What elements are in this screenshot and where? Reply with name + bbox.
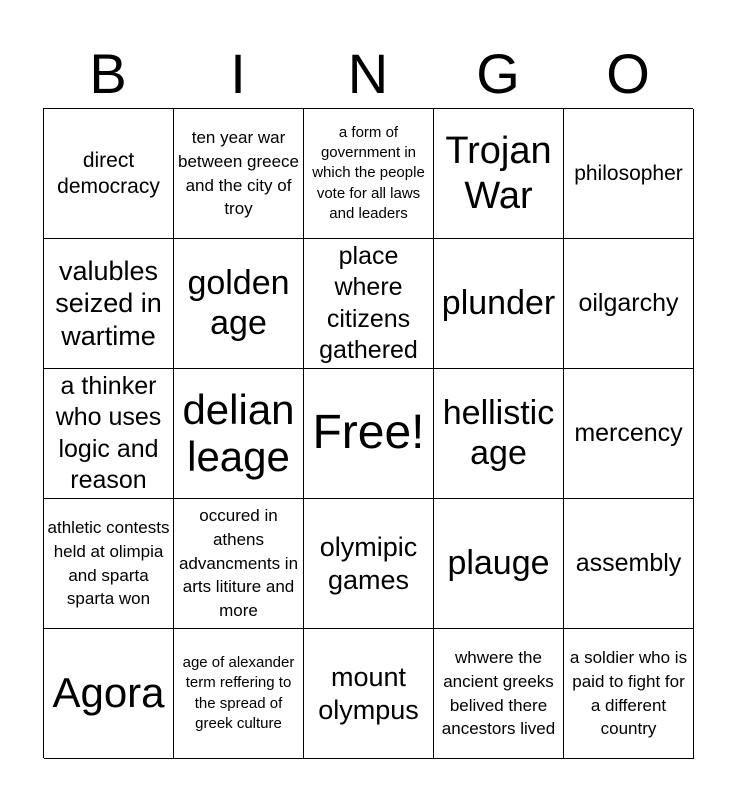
- bingo-cell-r4-c3[interactable]: [304, 499, 434, 629]
- header-letter-g: G: [476, 42, 520, 105]
- bingo-cell-r5-c5[interactable]: [564, 629, 694, 759]
- bingo-cell-r3-c3-free-space[interactable]: [304, 369, 434, 499]
- cell-text: valubles seized in wartime: [55, 255, 162, 351]
- cell-text: assembly: [575, 548, 682, 577]
- cell-text: occured in athens advancments in arts lititure and more: [178, 506, 299, 621]
- bingo-cell-r4-c2[interactable]: [174, 499, 304, 629]
- header-letter-o: O: [606, 42, 650, 105]
- cell-text: delian leage: [182, 386, 295, 480]
- bingo-cell-r2-c2[interactable]: [174, 239, 304, 369]
- cell-text: ten year war between greece and the city of troy: [178, 127, 299, 219]
- bingo-cell-r5-c4[interactable]: [434, 629, 564, 759]
- header-letter-i: I: [230, 42, 246, 105]
- cell-text: mount olympus: [318, 662, 419, 725]
- bingo-cell-r2-c4[interactable]: [434, 239, 564, 369]
- cell-text: a soldier who is paid to fight for a different country: [569, 647, 688, 739]
- bingo-cell-r1-c3[interactable]: [304, 109, 434, 239]
- free-space-text: Free!: [312, 406, 425, 460]
- header-letter-b: B: [89, 42, 127, 105]
- bingo-cell-r4-c5[interactable]: [564, 499, 694, 629]
- cell-text: oilgarchy: [578, 288, 679, 317]
- cell-text: a thinker who uses logic and reason: [55, 372, 162, 494]
- bingo-cell-r1-c4[interactable]: [434, 109, 564, 239]
- cell-text: plunder: [441, 283, 556, 322]
- cell-text: olymipic games: [319, 532, 418, 595]
- cell-text: hellistic age: [442, 394, 555, 472]
- bingo-cell-r2-c5[interactable]: [564, 239, 694, 369]
- cell-text: a form of government in which the people vote for all laws and leaders: [312, 123, 425, 222]
- cell-text: place where citizens gathered: [319, 242, 418, 364]
- bingo-cell-r1-c5[interactable]: [564, 109, 694, 239]
- header-letter-n: N: [347, 42, 389, 105]
- bingo-cell-r4-c4[interactable]: [434, 499, 564, 629]
- bingo-cell-r5-c3[interactable]: [304, 629, 434, 759]
- cell-text: athletic contests held at olimpia and sparta sparta won: [47, 517, 170, 609]
- bingo-cell-r5-c1[interactable]: [44, 629, 174, 759]
- cell-text: plauge: [447, 543, 550, 582]
- bingo-header: [43, 40, 693, 108]
- cell-text: Agora: [52, 669, 165, 717]
- cell-text: whwere the ancient greeks belived there ancestors lived: [441, 647, 556, 739]
- cell-text: golden age: [187, 264, 290, 342]
- bingo-cell-r1-c2[interactable]: [174, 109, 304, 239]
- bingo-cell-r3-c5[interactable]: [564, 369, 694, 499]
- bingo-cell-r3-c2[interactable]: [174, 369, 304, 499]
- cell-text: mercency: [574, 418, 683, 447]
- bingo-cell-r5-c2[interactable]: [174, 629, 304, 759]
- bingo-cell-r3-c4[interactable]: [434, 369, 564, 499]
- bingo-cell-r1-c1[interactable]: [44, 109, 174, 239]
- cell-text: Trojan War: [445, 129, 552, 217]
- bingo-cell-r3-c1[interactable]: [44, 369, 174, 499]
- bingo-cell-r2-c1[interactable]: [44, 239, 174, 369]
- bingo-cell-r4-c1[interactable]: [44, 499, 174, 629]
- cell-text: direct democracy: [57, 149, 160, 198]
- bingo-cell-r2-c3[interactable]: [304, 239, 434, 369]
- cell-text: age of alexander term reffering to the spread of greek culture: [182, 654, 295, 732]
- bingo-grid: [43, 108, 693, 758]
- cell-text: philosopher: [574, 161, 683, 185]
